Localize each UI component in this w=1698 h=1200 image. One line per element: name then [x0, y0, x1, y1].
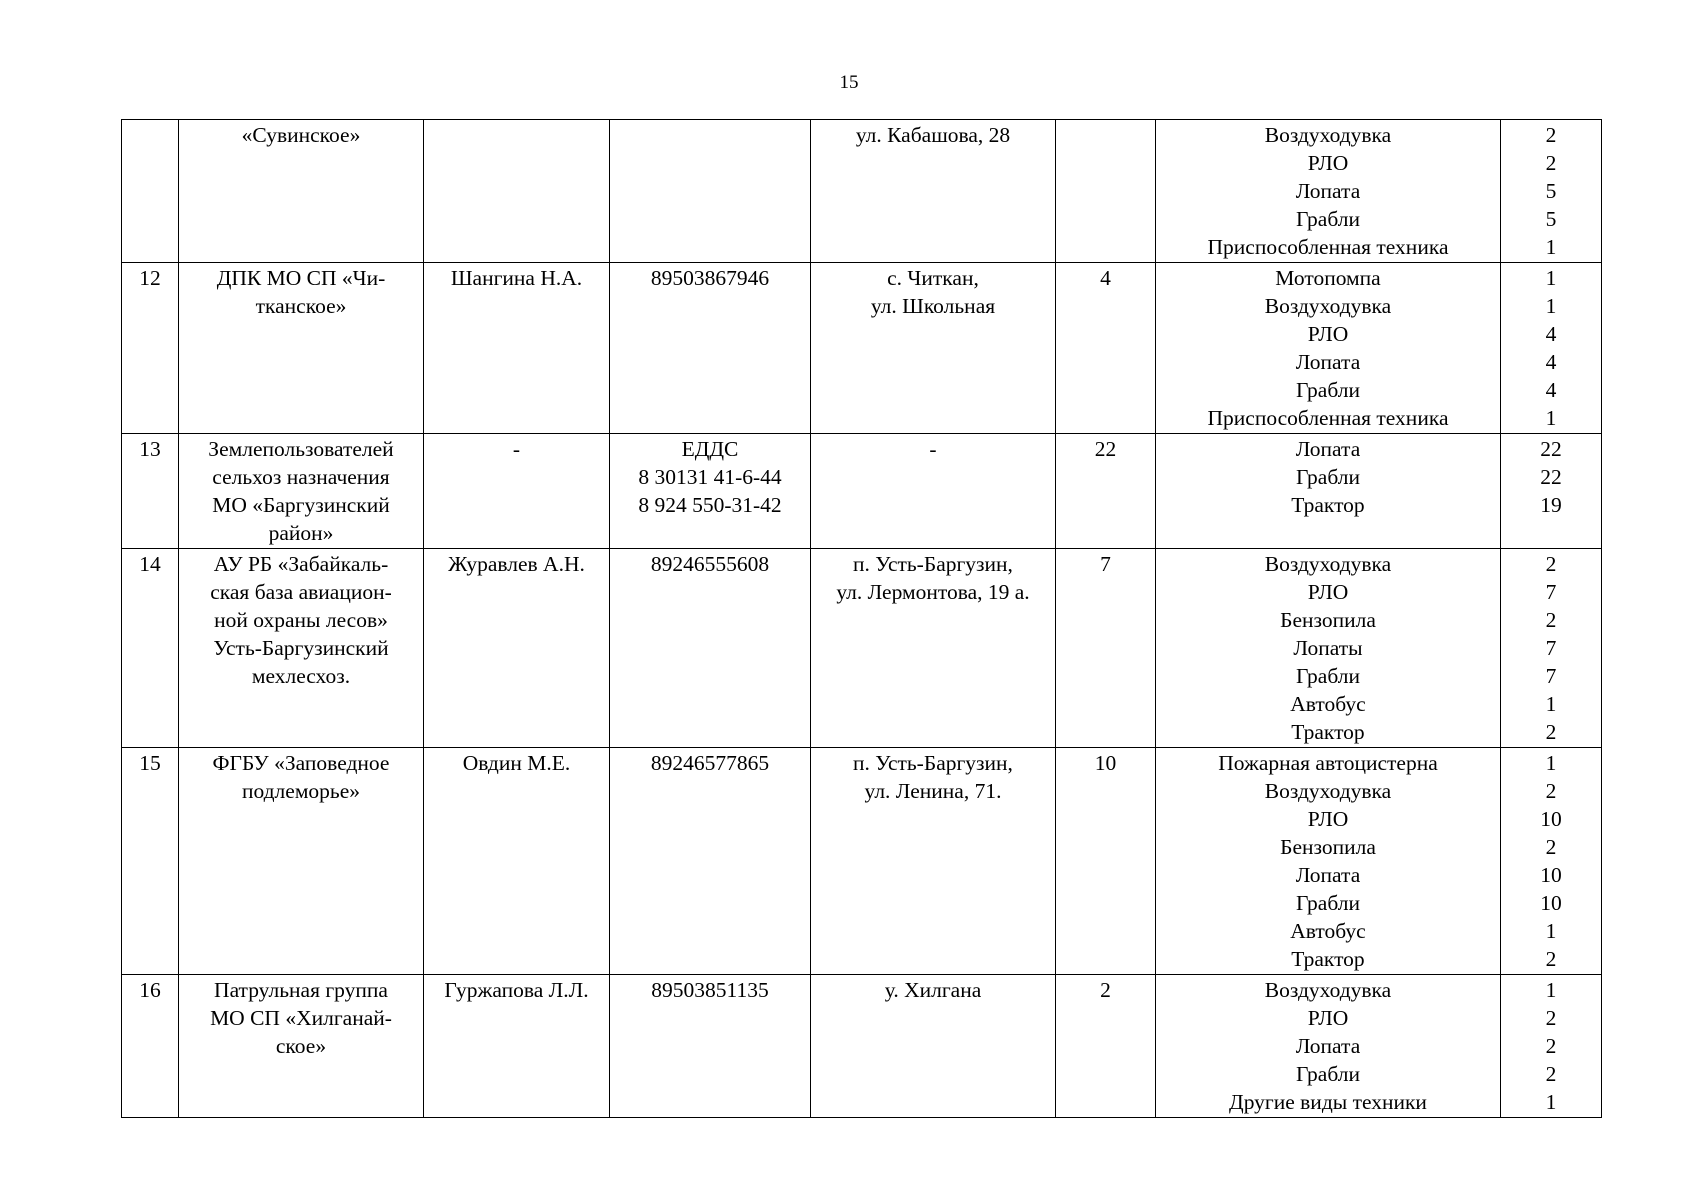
organization-cell	[179, 263, 424, 434]
equipment-line: Приспособленная техника	[1207, 235, 1449, 259]
quantity-line: 22	[1540, 437, 1562, 461]
organization-line: МО «Баргузинский	[212, 493, 390, 517]
table-row	[122, 434, 1602, 549]
organization-line: Землепользователей	[208, 437, 394, 461]
equipment-line: Приспособленная техника	[1207, 406, 1449, 430]
responsible-person-cell	[424, 434, 610, 549]
quantity-cell	[1501, 549, 1602, 748]
equipment-line: Бензопила	[1280, 608, 1376, 632]
quantity-line: 7	[1545, 580, 1557, 604]
equipment-line: Воздуходувка	[1264, 294, 1392, 318]
quantity-line: 2	[1545, 1062, 1557, 1086]
equipment-line: РЛО	[1307, 807, 1349, 831]
row-number-cell: 15	[122, 748, 179, 975]
quantity-cell	[1501, 975, 1602, 1118]
organization-line: подлеморье»	[241, 779, 361, 803]
organization-line: ФГБУ «Заповедное	[212, 751, 390, 775]
address-cell	[811, 263, 1056, 434]
equipment-line: Лопата	[1295, 179, 1361, 203]
phone-cell	[610, 549, 811, 748]
people-count-cell: 4	[1056, 263, 1156, 434]
responsible-person-line: Овдин М.Е.	[462, 751, 571, 775]
phone-cell	[610, 975, 811, 1118]
phone-cell	[610, 434, 811, 549]
equipment-line: Грабли	[1295, 1062, 1360, 1086]
quantity-cell	[1501, 263, 1602, 434]
responsible-person-line: Гуржапова Л.Л.	[444, 978, 589, 1002]
address-cell	[811, 748, 1056, 975]
organization-cell	[179, 748, 424, 975]
quantity-line: 2	[1545, 1034, 1557, 1058]
quantity-line: 2	[1545, 835, 1557, 859]
row-number-cell: 12	[122, 263, 179, 434]
quantity-line: 2	[1545, 123, 1557, 147]
responsible-person-line: Шангина Н.А.	[450, 266, 583, 290]
row-number-cell: 16	[122, 975, 179, 1118]
equipment-line: Грабли	[1295, 664, 1360, 688]
organization-line: район»	[268, 521, 334, 545]
address-line: -	[929, 437, 937, 461]
organization-line: ское»	[275, 1034, 327, 1058]
organization-cell	[179, 975, 424, 1118]
people-count-cell: 7	[1056, 549, 1156, 748]
responsible-person-line: -	[512, 437, 521, 461]
equipment-cell	[1156, 263, 1501, 434]
equipment-line: РЛО	[1307, 1006, 1349, 1030]
equipment-line: Воздуходувка	[1264, 552, 1392, 576]
equipment-line: Трактор	[1291, 720, 1365, 744]
responsible-person-cell	[424, 549, 610, 748]
equipment-line: Другие виды техники	[1229, 1090, 1427, 1114]
organization-line: Патрульная группа	[214, 978, 388, 1002]
organization-cell	[179, 549, 424, 748]
quantity-line: 10	[1540, 807, 1562, 831]
row-number-cell: 13	[122, 434, 179, 549]
quantity-line: 2	[1545, 720, 1557, 744]
address-cell	[811, 434, 1056, 549]
phone-line: 8 30131 41-6-44	[638, 465, 782, 489]
equipment-line: РЛО	[1307, 151, 1349, 175]
equipment-cell	[1156, 549, 1501, 748]
quantity-line: 1	[1545, 294, 1557, 318]
equipment-cell	[1156, 434, 1501, 549]
equipment-table	[121, 119, 1602, 1118]
quantity-line: 1	[1545, 919, 1557, 943]
quantity-line: 4	[1545, 378, 1557, 402]
quantity-line: 4	[1545, 322, 1557, 346]
address-cell	[811, 975, 1056, 1118]
organization-line: Усть-Баргузинский	[213, 636, 389, 660]
address-line: у. Хилгана	[884, 978, 982, 1002]
quantity-line: 4	[1545, 350, 1557, 374]
organization-line: тканское»	[255, 294, 347, 318]
phone-cell	[610, 748, 811, 975]
organization-line: мехлесхоз.	[251, 664, 351, 688]
equipment-line: Автобус	[1290, 919, 1366, 943]
table-row	[122, 263, 1602, 434]
equipment-line: Воздуходувка	[1264, 779, 1392, 803]
organization-cell	[179, 120, 424, 263]
responsible-person-cell	[424, 975, 610, 1118]
quantity-line: 1	[1545, 692, 1557, 716]
quantity-line: 10	[1540, 863, 1562, 887]
address-line: ул. Лермонтова, 19 а.	[836, 580, 1030, 604]
address-line: ул. Школьная	[870, 294, 996, 318]
quantity-line: 2	[1545, 1006, 1557, 1030]
responsible-person-line: Журавлев А.Н.	[448, 552, 585, 576]
people-count-cell	[1056, 120, 1156, 263]
quantity-cell	[1501, 434, 1602, 549]
organization-line: МО СП «Хилганай-	[210, 1006, 392, 1030]
organization-cell	[179, 434, 424, 549]
responsible-person-cell	[424, 120, 610, 263]
responsible-person-cell	[424, 263, 610, 434]
equipment-line: Лопата	[1295, 1034, 1361, 1058]
phone-line: 89246577865	[650, 751, 770, 775]
quantity-line: 1	[1545, 751, 1557, 775]
organization-line: ной охраны лесов»	[214, 608, 388, 632]
equipment-cell	[1156, 120, 1501, 263]
table-row	[122, 748, 1602, 975]
quantity-line: 2	[1545, 608, 1557, 632]
address-line: п. Усть-Баргузин,	[853, 552, 1013, 576]
equipment-line: Лопата	[1295, 350, 1361, 374]
equipment-line: РЛО	[1307, 322, 1349, 346]
phone-cell	[610, 120, 811, 263]
quantity-line: 19	[1540, 493, 1562, 517]
equipment-line: Грабли	[1295, 378, 1360, 402]
equipment-line: Лопата	[1295, 437, 1361, 461]
organization-line: АУ РБ «Забайкаль-	[213, 552, 389, 576]
equipment-line: Грабли	[1295, 891, 1360, 915]
quantity-cell	[1501, 748, 1602, 975]
address-line: п. Усть-Баргузин,	[853, 751, 1013, 775]
equipment-line: Воздуходувка	[1264, 978, 1392, 1002]
address-line: с. Читкан,	[887, 266, 979, 290]
phone-line: ЕДДС	[681, 437, 739, 461]
quantity-line: 7	[1545, 636, 1557, 660]
equipment-cell	[1156, 975, 1501, 1118]
equipment-cell	[1156, 748, 1501, 975]
equipment-line: Лопата	[1295, 863, 1361, 887]
row-number-cell	[122, 120, 179, 263]
equipment-line: Пожарная автоцистерна	[1218, 751, 1438, 775]
table-body	[122, 120, 1602, 1118]
quantity-line: 7	[1545, 664, 1557, 688]
organization-line: ская база авиацион-	[210, 580, 392, 604]
equipment-line: Мотопомпа	[1275, 266, 1381, 290]
address-cell	[811, 120, 1056, 263]
equipment-line: Бензопила	[1280, 835, 1376, 859]
quantity-line: 1	[1545, 1090, 1557, 1114]
equipment-line: Грабли	[1295, 465, 1360, 489]
equipment-line: Воздуходувка	[1264, 123, 1392, 147]
people-count-cell: 10	[1056, 748, 1156, 975]
quantity-line: 2	[1545, 151, 1557, 175]
equipment-line: Лопаты	[1293, 636, 1363, 660]
equipment-line: Автобус	[1290, 692, 1366, 716]
responsible-person-cell	[424, 748, 610, 975]
quantity-line: 1	[1545, 235, 1557, 259]
organization-line: «Сувинское»	[241, 123, 361, 147]
people-count-cell: 2	[1056, 975, 1156, 1118]
quantity-line: 22	[1540, 465, 1562, 489]
equipment-line: Грабли	[1295, 207, 1360, 231]
address-line: ул. Кабашова, 28	[855, 123, 1011, 147]
address-line: ул. Ленина, 71.	[864, 779, 1002, 803]
equipment-line: РЛО	[1307, 580, 1349, 604]
quantity-line: 2	[1545, 552, 1557, 576]
quantity-line: 5	[1545, 207, 1557, 231]
phone-line: 8 924 550-31-42	[638, 493, 782, 517]
table-row	[122, 549, 1602, 748]
quantity-line: 5	[1545, 179, 1557, 203]
row-number-cell: 14	[122, 549, 179, 748]
table-row	[122, 975, 1602, 1118]
quantity-line: 10	[1540, 891, 1562, 915]
quantity-line: 2	[1545, 779, 1557, 803]
people-count-cell: 22	[1056, 434, 1156, 549]
quantity-line: 1	[1545, 978, 1557, 1002]
equipment-line: Трактор	[1291, 947, 1365, 971]
organization-line: ДПК МО СП «Чи-	[216, 266, 386, 290]
quantity-line: 2	[1545, 947, 1557, 971]
quantity-line: 1	[1545, 266, 1557, 290]
page-number: 15	[839, 72, 859, 93]
organization-line: сельхоз назначения	[212, 465, 390, 489]
quantity-line: 1	[1545, 406, 1557, 430]
equipment-line: Трактор	[1291, 493, 1365, 517]
table-row	[122, 120, 1602, 263]
phone-line: 89503851135	[651, 978, 769, 1002]
phone-cell	[610, 263, 811, 434]
quantity-cell	[1501, 120, 1602, 263]
address-cell	[811, 549, 1056, 748]
phone-line: 89503867946	[650, 266, 770, 290]
phone-line: 89246555608	[650, 552, 770, 576]
